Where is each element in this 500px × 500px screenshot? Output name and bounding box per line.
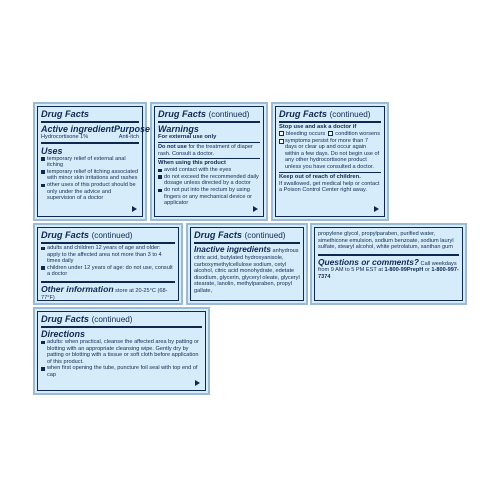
directions-item: children under 12 years of age: do not use, consult a doctor [41,265,175,278]
directions-item: adults and children 12 years of age and older: apply to the affected area not more than 3 to 4 times daily [41,245,175,265]
directions-item: adults: when practical, cleanse the affected area by patting or blotting with an appropriate cleansing wipe. Gently dry by patting or blotting with a tissue or soft cloth before application of this product. [41,339,202,365]
other-information: Other information store at 20-25°C (68-77°F) [41,283,168,301]
divider [279,121,381,123]
drug-facts-panel-4 [33,223,183,305]
uses-item: temporary relief of external anal itching [41,156,139,169]
when-using-heading: When using this product [158,160,226,167]
inactive-ingredients: Inactive ingredients anhydrous citric acid, butylated hydroxyanisole, carboxymethylcellulose sodium, cetyl alcohol, citric acid monohydrate, edetate disodium, glycerin, glyceryl oleate, glyceryl stearate, lanolin, methylparaben, propyl gallate, [194,245,300,294]
keep-out-heading: Keep out of reach of children. [279,173,361,180]
when-using-item: do not put into the rectum by using fingers or any mechanical device or applicator [158,187,260,207]
uses-heading: Uses [41,145,63,156]
continue-arrow-icon [253,206,258,212]
panel-title: Drug Facts (continued) [41,314,133,324]
panel-title: Drug Facts (continued) [279,109,371,119]
phone-number-2: 1-800-997-7374 [318,267,459,280]
directions-item: when first opening the tube, puncture foil seal with top end of cap [41,365,202,378]
warnings-heading: Warnings [158,124,199,134]
uses-item: temporary relief of itching associated with minor skin irritations and rashes [41,169,139,182]
continue-arrow-icon [132,206,137,212]
ingredient-purpose: Anti-itch [118,134,139,140]
divider [318,254,459,256]
external-use-note: For external use only [158,134,217,140]
stop-use-item: symptoms persist for more than 7 days or clear up and occur again within a few days. Do not begin use of any other hydrocortisone product unless you have consulted a doctor. [279,138,381,171]
divider [41,281,175,283]
divider [194,242,300,244]
continue-arrow-icon [195,380,200,386]
divider [158,142,260,143]
divider [41,326,202,328]
drug-facts-panel-3 [271,102,389,221]
drug-facts-panel-5 [186,223,308,305]
drug-facts-panel-6 [310,223,467,305]
when-using-item: avoid contact with the eyes [158,167,260,174]
inactive-ingredients-continued: propylene glycol, propylparaben, purified water, simethicone emulsion, sodium benzoate, sodium lauryl sulfate, stearyl alcohol, white petrolatum, xanthan gum [318,231,454,251]
panel-title: Drug Facts [41,109,89,119]
divider [41,121,139,123]
phone-number-1: 1-800-99PrepH [384,267,424,274]
divider [279,172,381,173]
continue-arrow-icon [374,206,379,212]
drug-facts-panel-1 [33,102,151,221]
drug-facts-panel-7 [33,307,210,395]
do-not-use-text: Do not use for the treatment of diaper rash. Consult a doctor. [158,144,253,157]
panel-title: Drug Facts (continued) [194,230,286,240]
questions-comments: Questions or comments? Call weekdays from 9 AM to 5 PM EST at 1-800-99PrepH or 1-800-997-7374 [318,256,459,280]
divider [158,158,260,159]
active-ingredient-heading: Active ingredient [41,124,115,134]
panel-title: Drug Facts (continued) [41,230,133,240]
uses-item: other uses of this product should be only under the advice and supervision of a doctor [41,182,139,202]
keep-out-text: If swallowed, get medical help or contact a Poison Control Center right away. [279,180,380,194]
directions-heading: Directions [41,329,86,339]
ingredient-name: Hydrocortisone 1% [41,134,89,140]
divider [158,121,260,123]
stop-use-conditions: bleeding occurs condition worsens [279,131,381,138]
drug-facts-panel-2 [150,102,268,221]
purpose-heading: Purpose [114,124,151,134]
when-using-item: do not exceed the recommended daily dosage unless directed by a doctor [158,174,260,187]
stop-use-heading: Stop use and ask a doctor if [279,124,357,130]
panel-title: Drug Facts (continued) [158,109,250,119]
divider [41,242,175,244]
